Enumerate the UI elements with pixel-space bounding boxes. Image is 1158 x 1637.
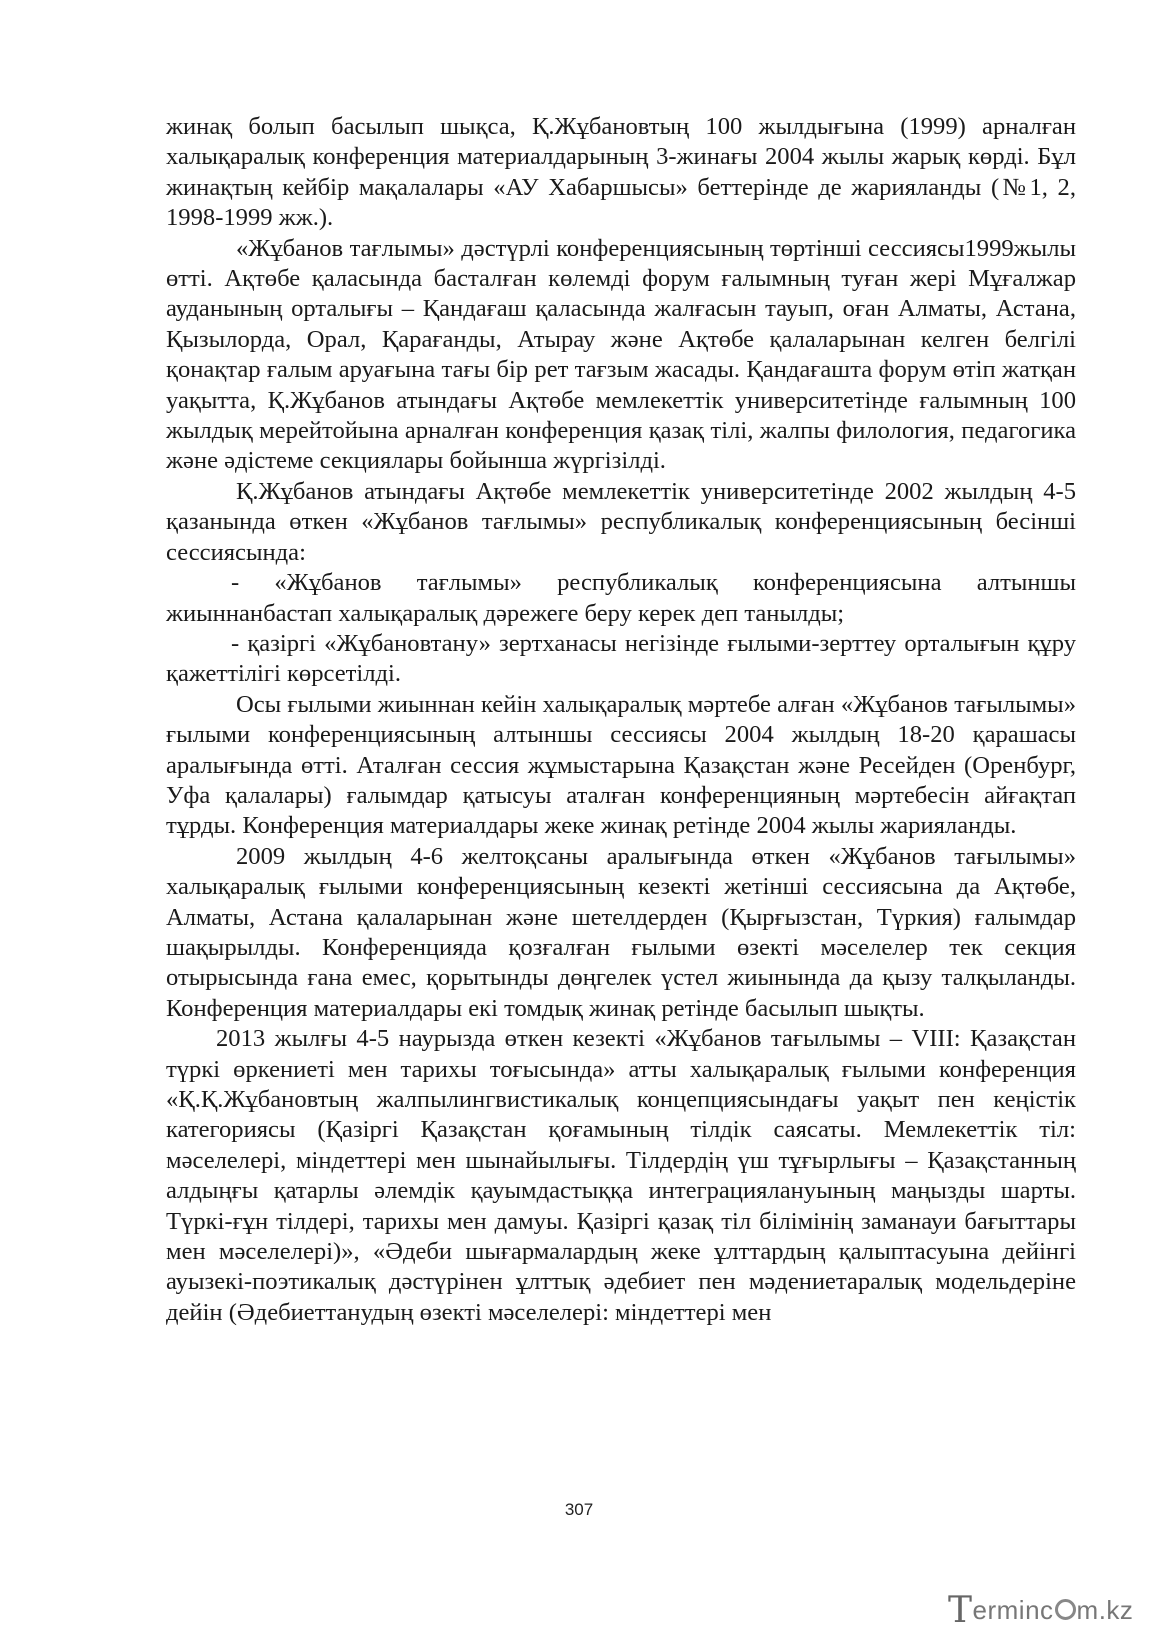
watermark-text-start: erminc bbox=[972, 1595, 1054, 1625]
paragraph-3: Қ.Жұбанов атындағы Ақтөбе мемлекеттік университетінде 2002 жылдың 4-5 қазанында өткен «Жұбанов тағлымы» республикалық конференциясының бесінші сессиясында: bbox=[166, 477, 1076, 566]
paragraph-5: 2009 жылдың 4-6 желтоқсаны аралығында өткен «Жұбанов тағылымы» халықаралық ғылыми конференциясының кезекті жетінші сессиясына да Ақтөбе, Алматы, Астана қалаларынан және шетелдерден (Қырғызстан, Түркия) ғалымдар шақырылды. Конференцияда қозғалған ғылыми өзекті мәселелер тек секция отырысында ғана емес, қорытынды дөңгелек үстел жиынында да қызу талқыланды. Конференция материалдары екі томдық жинақ ретінде басылып шықты. bbox=[166, 842, 1076, 1022]
paragraph-2: «Жұбанов тағлымы» дәстүрлі конференциясының төртінші сессиясы1999жылы өтті. Ақтөбе қаласында басталған көлемді форум ғалымның туған жері Мұғалжар ауданының орталығы – Қандағаш қаласында жалғасын тауып, оған Алматы, Астана, Қызылорда, Орал, Қарағанды, Атырау және Ақтөбе қалаларынан келген белгілі қонақтар ғалым аруағына тағы бір рет тағзым жасады. Қандағашта форум өтіп жатқан уақытта, Қ.Жұбанов атындағы Ақтөбе мемлекеттік университетінде ғалымның 100 жылдық мерейтойына арналған конференция қазақ тілі, жалпы филология, педагогика және әдістеме секциялары бойынша жүргізілді. bbox=[166, 234, 1076, 475]
paragraph-1: жинақ болып басылып шықса, Қ.Жұбановтың 100 жылдығына (1999) арналған халықаралық конференция материалдарының 3-жинағы 2004 жылы жарық көрді. Бұл жинақтың кейбір мақалалары «АУ Хабаршысы» беттерінде де жарияланды (№1, 2, 1998-1999 жж.). bbox=[166, 113, 1076, 232]
body-text bbox=[166, 112, 1076, 1328]
paragraph-6: 2013 жылғы 4-5 наурызда өткен кезекті «Жұбанов тағылымы – VIII: Қазақстан түркі өркениеті мен тарихы тоғысында» атты халықаралық ғылыми конференция «Қ.Қ.Жұбановтың жалпылингвистикалық концепциясындағы уақыт пен кеңістік категориясы (Қазіргі Қазақстан қоғамының тілдік саясаты. Мемлекеттік тіл: мәселелері, міндеттері мен шынайылығы. Тілдердің үш тұғырлығы – Қазақстанның алдыңғы қатарлы әлемдік қауымдастыққа интеграциялануының маңызды шарты. Түркі-ғұн тілдері, тарихы мен дамуы. Қазіргі қазақ тіл білімінің заманауи бағыттары мен мәселелері)», «Әдеби шығармалардың жеке ұлттардың қалыптасуына дейінгі ауызекі-поэтикалық дәстүрінен ұлттық әдебиет пен мәдениетаралық модельдеріне дейін (Әдебиеттанудың өзекті мәселелері: міндеттері мен bbox=[166, 1025, 1076, 1326]
bullet-item-1: - «Жұбанов тағлымы» республикалық конференциясына алтыншы жиыннанбастап халықаралық дәрежеге беру керек деп танылды; bbox=[166, 569, 1076, 627]
bullet-item-2: - қазіргі «Жұбановтану» зертханасы негізінде ғылыми-зерттеу орталығын құру қажеттілігі көрсетілді. bbox=[166, 629, 1076, 688]
page-number: 307 bbox=[564, 1500, 594, 1519]
watermark-letter-t: T bbox=[948, 1590, 973, 1631]
site-watermark-logo bbox=[948, 1590, 1138, 1631]
paragraph-4: Осы ғылыми жиыннан кейін халықаралық мәртебе алған «Жұбанов тағылымы» ғылыми конференциясының алтыншы сессиясы 2004 жылдың 18-20 қарашасы аралығында өтті. Аталған сессия жұмыстарына Қазақстан және Ресейден (Оренбург, Уфа қалалары) ғалымдар қатысуы аталған конференцияның мәртебесін айғақтап тұрды. Конференция материалдары жеке жинақ ретінде 2004 жылы жарияланды. bbox=[166, 690, 1076, 840]
watermark-text-end: m.kz bbox=[1076, 1595, 1134, 1625]
ring-icon bbox=[1055, 1599, 1076, 1620]
